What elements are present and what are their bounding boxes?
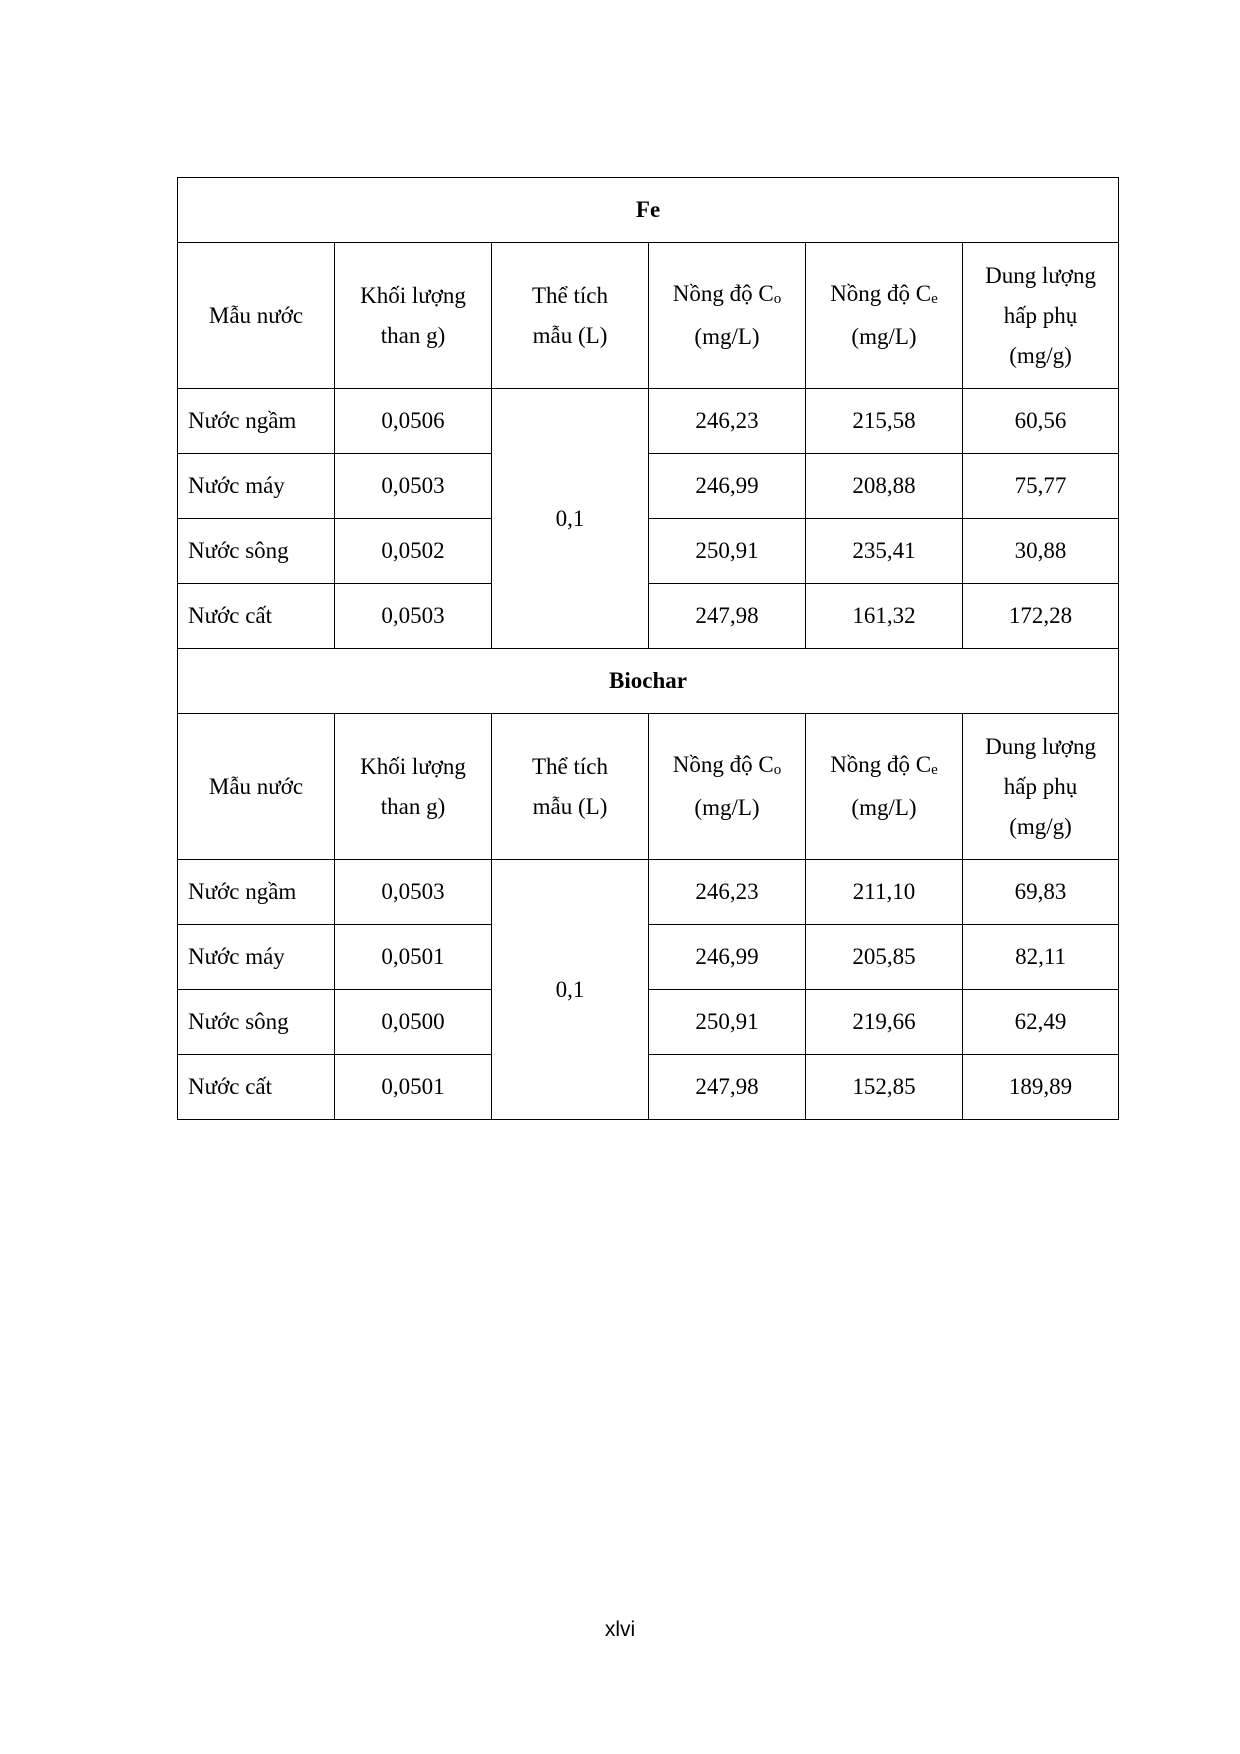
mass-cell: 0,0506	[335, 389, 492, 454]
header-row	[178, 714, 1119, 860]
adsorption-results-table	[177, 177, 1119, 1120]
ce-cell: 205,85	[806, 925, 963, 990]
sample-cell: Nước ngầm	[178, 860, 335, 925]
header-ce-unit: (mg/L)	[851, 795, 917, 820]
header-volume-line: mẫu (L)	[532, 793, 608, 819]
header-capacity-line: (mg/g)	[1009, 342, 1072, 368]
capacity-cell: 189,89	[963, 1055, 1119, 1120]
sample-cell: Nước cất	[178, 1055, 335, 1120]
ce-cell: 235,41	[806, 519, 963, 584]
page-number: xlvi	[604, 1618, 636, 1641]
header-ce	[806, 714, 963, 860]
section-title: Biochar	[178, 649, 1119, 714]
header-sample: Mẫu nước	[178, 243, 335, 389]
sample-cell: Nước ngầm	[178, 389, 335, 454]
c0-cell: 250,91	[649, 519, 806, 584]
header-c0-prefix: Nồng độ C	[672, 752, 774, 777]
ce-cell: 211,10	[806, 860, 963, 925]
table-row	[178, 860, 1119, 925]
header-sample: Mẫu nước	[178, 714, 335, 860]
volume-cell: 0,1	[492, 389, 649, 649]
header-row	[178, 243, 1119, 389]
table-row	[178, 389, 1119, 454]
table-row	[178, 925, 1119, 990]
sample-cell: Nước cất	[178, 584, 335, 649]
mass-cell: 0,0501	[335, 925, 492, 990]
header-capacity-line: hấp phụ	[1003, 302, 1078, 328]
sample-cell: Nước máy	[178, 925, 335, 990]
header-ce-subscript: e	[931, 762, 938, 778]
ce-cell: 215,58	[806, 389, 963, 454]
header-volume	[492, 714, 649, 860]
table-row	[178, 584, 1119, 649]
header-capacity-line: Dung lượng	[985, 262, 1096, 288]
header-capacity	[963, 714, 1119, 860]
header-ce	[806, 243, 963, 389]
capacity-cell: 30,88	[963, 519, 1119, 584]
mass-cell: 0,0502	[335, 519, 492, 584]
header-capacity	[963, 243, 1119, 389]
header-c0-prefix: Nồng độ C	[672, 281, 774, 306]
sample-cell: Nước máy	[178, 454, 335, 519]
header-capacity-line: hấp phụ	[1003, 773, 1078, 799]
header-ce-label	[806, 274, 962, 317]
sample-cell: Nước sông	[178, 990, 335, 1055]
header-volume	[492, 243, 649, 389]
header-c0-subscript: o	[773, 762, 782, 778]
header-mass-line: than g)	[380, 322, 446, 348]
header-mass-line: Khối lượng	[360, 282, 466, 308]
header-mass-line: Khối lượng	[360, 753, 466, 779]
sample-cell: Nước sông	[178, 519, 335, 584]
mass-cell: 0,0500	[335, 990, 492, 1055]
header-c0	[649, 243, 806, 389]
header-volume-line: mẫu (L)	[532, 322, 608, 348]
ce-cell: 219,66	[806, 990, 963, 1055]
header-mass	[335, 714, 492, 860]
header-c0-unit: (mg/L)	[694, 795, 760, 820]
header-capacity-line: (mg/g)	[1009, 813, 1072, 839]
capacity-cell: 82,11	[963, 925, 1119, 990]
header-c0-subscript: o	[773, 291, 782, 307]
section-title-row	[178, 649, 1119, 714]
section-title: Fe	[178, 178, 1119, 243]
header-mass	[335, 243, 492, 389]
ce-cell: 152,85	[806, 1055, 963, 1120]
table-row	[178, 519, 1119, 584]
c0-cell: 247,98	[649, 584, 806, 649]
header-volume-line: Thể tích	[532, 753, 608, 779]
capacity-cell: 172,28	[963, 584, 1119, 649]
mass-cell: 0,0503	[335, 584, 492, 649]
mass-cell: 0,0503	[335, 454, 492, 519]
capacity-cell: 75,77	[963, 454, 1119, 519]
header-c0	[649, 714, 806, 860]
header-ce-label	[806, 745, 962, 788]
capacity-cell: 62,49	[963, 990, 1119, 1055]
header-c0-label	[649, 274, 805, 317]
c0-cell: 246,23	[649, 860, 806, 925]
section-title-row	[178, 178, 1119, 243]
c0-cell: 246,99	[649, 925, 806, 990]
c0-cell: 250,91	[649, 990, 806, 1055]
header-mass-line: than g)	[380, 793, 446, 819]
table-row	[178, 990, 1119, 1055]
header-ce-prefix: Nồng độ C	[830, 752, 932, 777]
ce-cell: 161,32	[806, 584, 963, 649]
header-volume-line: Thể tích	[532, 282, 608, 308]
header-ce-unit: (mg/L)	[851, 324, 917, 349]
mass-cell: 0,0503	[335, 860, 492, 925]
header-c0-unit: (mg/L)	[694, 324, 760, 349]
c0-cell: 247,98	[649, 1055, 806, 1120]
header-c0-label	[649, 745, 805, 788]
ce-cell: 208,88	[806, 454, 963, 519]
header-ce-subscript: e	[931, 291, 938, 307]
table-row	[178, 1055, 1119, 1120]
capacity-cell: 69,83	[963, 860, 1119, 925]
mass-cell: 0,0501	[335, 1055, 492, 1120]
volume-cell: 0,1	[492, 860, 649, 1120]
capacity-cell: 60,56	[963, 389, 1119, 454]
header-capacity-line: Dung lượng	[985, 733, 1096, 759]
c0-cell: 246,99	[649, 454, 806, 519]
header-ce-prefix: Nồng độ C	[830, 281, 932, 306]
c0-cell: 246,23	[649, 389, 806, 454]
table-row	[178, 454, 1119, 519]
